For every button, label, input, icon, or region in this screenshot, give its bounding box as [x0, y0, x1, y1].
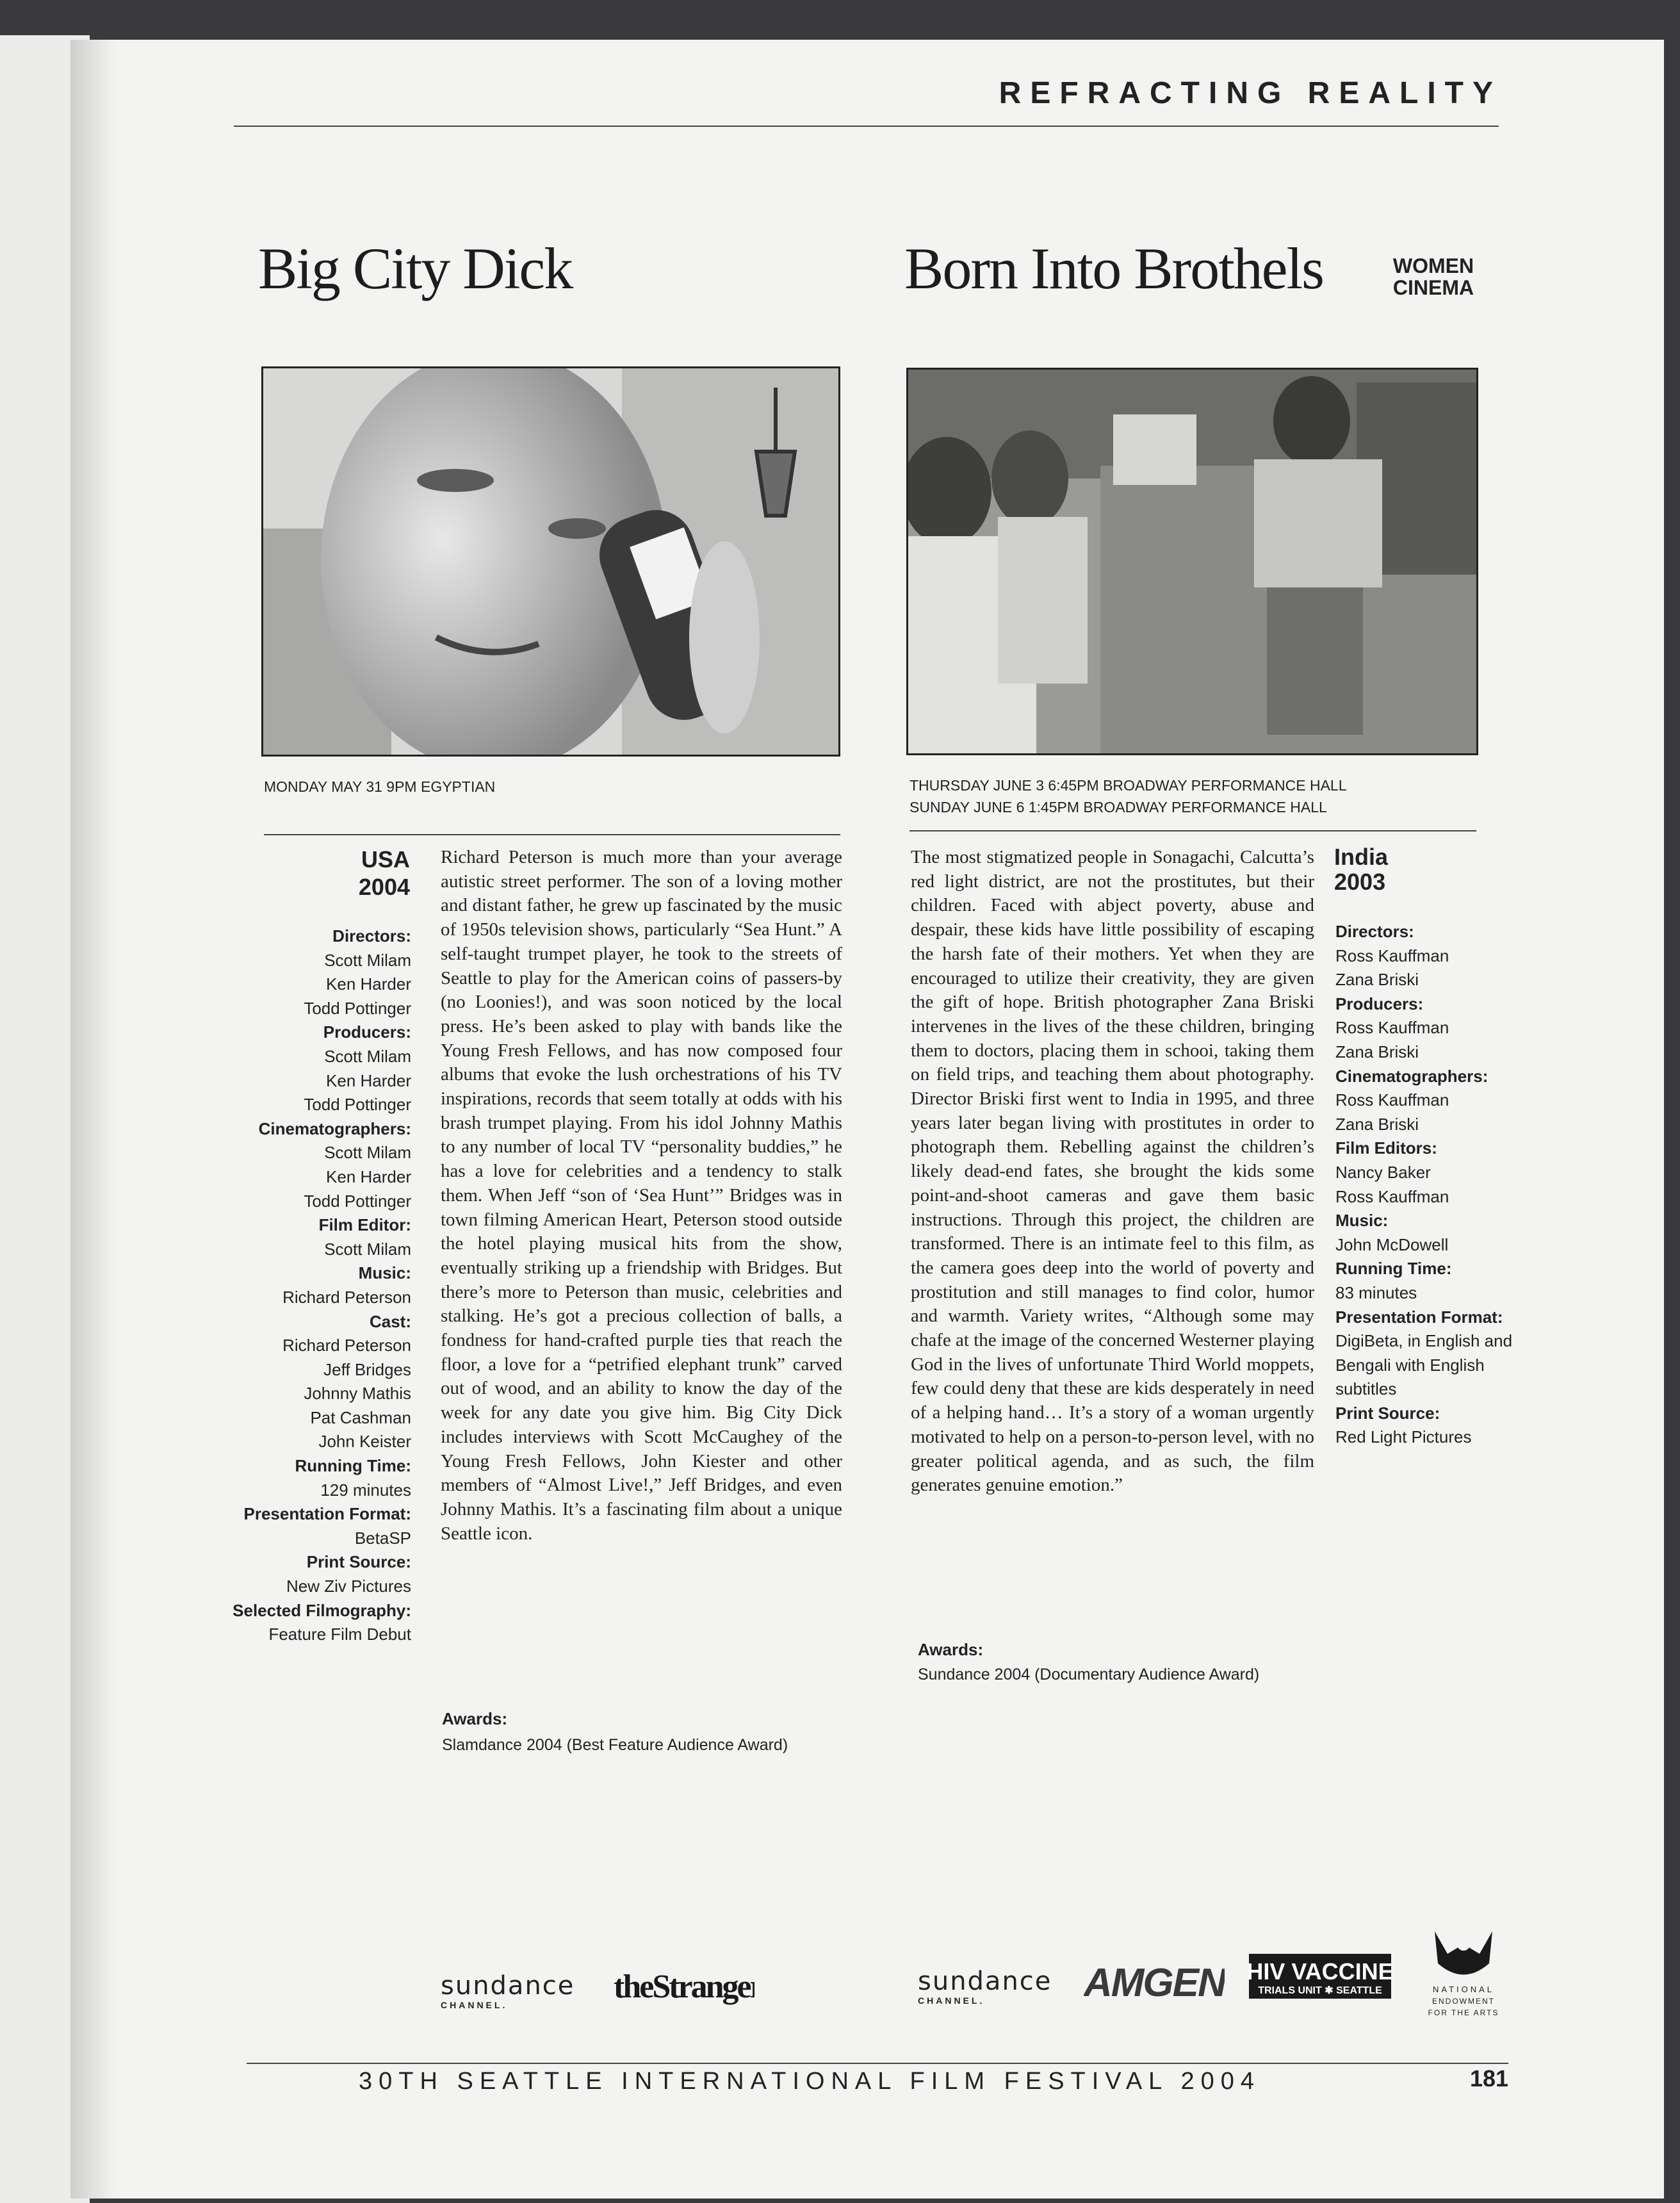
credit-value: Ross Kauffman	[1335, 946, 1449, 965]
film-title: Born Into Brothels	[904, 236, 1323, 301]
svg-text:ENDOWMENT: ENDOWMENT	[1432, 1997, 1495, 2006]
awards-heading: Awards:	[442, 1709, 508, 1728]
credit-value: Feature Film Debut	[268, 1625, 411, 1644]
credit-value: Ross Kauffman	[1335, 1018, 1449, 1038]
amgen-logo	[1084, 1960, 1225, 2005]
credit-value: Jeff Bridges	[323, 1359, 411, 1379]
credit-value: Todd Pottinger	[304, 1095, 411, 1115]
credit-value: John McDowell	[1335, 1234, 1449, 1254]
hiv-vaccine-logo	[1249, 1954, 1391, 1999]
credit-label: Film Editors:	[1335, 1138, 1437, 1158]
credit-value: Richard Peterson	[282, 1287, 411, 1307]
svg-text:sundance: sundance	[918, 1967, 1052, 1996]
women-cinema-badge	[1389, 255, 1478, 299]
credits-list	[1335, 920, 1521, 1450]
credit-value: Zana Briski	[1335, 970, 1419, 990]
credit-label: Music:	[1335, 1211, 1389, 1231]
credit-value: Ken Harder	[326, 1167, 411, 1186]
credit-label: Presentation Format:	[243, 1504, 411, 1524]
film-still-image	[263, 368, 838, 755]
sundance-channel-logo	[441, 1963, 594, 2011]
sundance-channel-logo	[918, 1959, 1072, 2007]
svg-text:CHANNEL.: CHANNEL.	[918, 1995, 985, 2006]
svg-text:AMGEN: AMGEN	[1084, 1961, 1225, 2005]
the-stranger-logo	[614, 1965, 754, 2010]
credit-value: Scott Milam	[324, 950, 411, 970]
year: 2003	[1334, 869, 1386, 895]
credit-value: BetaSP	[354, 1528, 411, 1548]
awards-text: Sundance 2004 (Documentary Audience Award)	[918, 1666, 1260, 1683]
credit-label: Cinematographers:	[1335, 1066, 1488, 1086]
credit-value: Todd Pottinger	[304, 998, 411, 1018]
festival-footer: 30TH SEATTLE INTERNATIONAL FILM FESTIVAL 2004	[359, 2068, 1260, 2095]
credit-value: Todd Pottinger	[304, 1191, 411, 1211]
nea-logo	[1419, 1925, 1508, 2021]
credit-value: Zana Briski	[1335, 1042, 1419, 1061]
svg-text:FOR THE ARTS: FOR THE ARTS	[1428, 2008, 1499, 2017]
credit-label: Running Time:	[1335, 1259, 1452, 1279]
page-gutter	[70, 40, 115, 2199]
schedule-rule	[264, 834, 840, 835]
year: 2004	[358, 874, 410, 900]
country: USA	[361, 846, 410, 872]
svg-text:NATIONAL: NATIONAL	[1432, 1985, 1495, 1994]
credit-value: DigiBeta, in English and Bengali with English subtitles	[1335, 1331, 1513, 1399]
credit-label: Selected Filmography:	[232, 1600, 411, 1620]
credit-value: Zana Briski	[1335, 1114, 1419, 1134]
credit-value: Ken Harder	[326, 1070, 411, 1090]
credit-value: New Ziv Pictures	[286, 1576, 411, 1596]
film-title: Big City Dick	[258, 236, 573, 301]
credit-value: Nancy Baker	[1335, 1162, 1431, 1182]
svg-text:sundance: sundance	[441, 1971, 575, 2001]
credit-label: Cast:	[369, 1311, 411, 1331]
credit-label: Film Editor:	[318, 1215, 411, 1235]
schedule-line: MONDAY MAY 31 9PM EGYPTIAN	[264, 778, 496, 795]
credit-label: Producers:	[1335, 994, 1424, 1013]
credit-label: Running Time:	[295, 1456, 411, 1476]
credit-value: 83 minutes	[1335, 1282, 1417, 1302]
svg-text:TRIALS UNIT ✱ SEATTLE: TRIALS UNIT ✱ SEATTLE	[1258, 1985, 1382, 1996]
credit-value: Scott Milam	[324, 1143, 411, 1163]
credit-value: Ross Kauffman	[1335, 1186, 1449, 1206]
synopsis: Richard Peterson is much more than your average autistic street performer. The son of a loving mother and distant father, he grew up fascinated by the music of 1950s television shows, particularly “Sea Hunt.” A self-taught trumpet player, he took to the streets of Seattle to play for the American coins of passers-by (no Loonies!), and was soon noticed by the local press. He’s been asked to play with bands like the Young Fresh Fellows, and has now composed four albums that evoke the lush orchestrations of his TV inspirations, records that seem totally at odds with his brash trumpet playing. From his idol Johnny Mathis to any number of local TV “personality buddies,” he has a love for celebrities and a tendency to stalk them. When Jeff “son of ‘Sea Hunt’” Bridges was in town filming American Heart, Peterson stood outside the hotel playing musical hits from the show, eventually striking up a friendship with Bridges. But there’s more to Peterson than music, celebrities and stalking. He’s got a precious collection of balls, a fondness for hand-crafted purple ties that reach the floor, a love for a “petrified elephant trunk” carved out of wood, and an ability to know the day of the week for any date you give him. Big City Dick includes interviews with Scott McCaughey of the Young Fresh Fellows, John Kiester and other members of “Almost Live!,” Jeff Bridges, and even Johnny Mathis. It’s a fascinating film about a unique Seattle icon.	[441, 847, 842, 1544]
schedule-line: SUNDAY JUNE 6 1:45PM BROADWAY PERFORMANCE HALL	[909, 799, 1327, 815]
credit-label: Directors:	[332, 926, 411, 946]
section-title: REFRACTING REALITY	[999, 76, 1502, 110]
credit-value: Pat Cashman	[310, 1407, 411, 1427]
film-still-big-city-dick	[261, 366, 840, 757]
header-rule	[234, 126, 1499, 127]
credit-value: Scott Milam	[324, 1046, 411, 1066]
credit-label: Print Source:	[1335, 1403, 1440, 1423]
svg-text:HIV VACCINE: HIV VACCINE	[1249, 1958, 1391, 1985]
credit-label: Producers:	[323, 1022, 411, 1042]
film-still-image	[908, 370, 1476, 753]
credit-value: John Keister	[318, 1432, 411, 1452]
schedule-line: THURSDAY JUNE 3 6:45PM BROADWAY PERFORMANCE HALL	[909, 777, 1347, 794]
credit-value: Richard Peterson	[282, 1336, 411, 1355]
credit-value: Ken Harder	[326, 974, 411, 994]
credit-label: Print Source:	[306, 1552, 411, 1572]
credit-value: Ross Kauffman	[1335, 1090, 1449, 1110]
country: India	[1334, 844, 1389, 870]
credit-label: Presentation Format:	[1335, 1307, 1503, 1327]
awards-text: Slamdance 2004 (Best Feature Audience Award)	[442, 1736, 788, 1754]
svg-text:CHANNEL.: CHANNEL.	[441, 2000, 508, 2010]
awards-heading: Awards:	[918, 1640, 984, 1659]
page-number: 181	[1470, 2065, 1509, 2092]
badge-text: WOMEN CINEMA	[1392, 254, 1474, 299]
film-still-born-into-brothels	[906, 368, 1478, 755]
svg-text:theStranger: theStranger	[614, 1969, 754, 2005]
schedule-rule	[909, 830, 1476, 831]
credits-list	[179, 924, 411, 1647]
credit-label: Cinematographers:	[258, 1118, 411, 1138]
credit-value: Scott Milam	[324, 1239, 411, 1259]
credit-label: Directors:	[1335, 922, 1414, 941]
credit-value: Red Light Pictures	[1335, 1427, 1472, 1447]
footer-rule	[247, 2063, 1508, 2064]
credit-value: 129 minutes	[320, 1480, 411, 1500]
synopsis: The most stigmatized people in Sonagachi, Calcutta’s red light district, are not the prostitutes, but their children. Faced with abject poverty, abuse and despair, these kids have little possibility of escaping the harsh fate of their mothers. Yet when they are encouraged to utilize their creativity, they are given the gift of hope. British photographer Zana Briski intervenes in the lives of the these children, bringing them to doctors, placing them in schooi, taking them on field trips, and teaching them about photography. Director Briski first went to India in 1995, and three years later began living with prostitutes in order to photograph them. Rebelling against the children’s likely dead-end fates, she brought the kids some point-and-shoot cameras and gave them basic instructions. Through this project, the children are transformed. There is an intimate feel to this film, as the camera goes deep into the world of poverty and prostitution and still manages to find color, humor and warmth. Variety writes, “Although some may chafe at the image of the concerned Westerner playing God in the lives of unfortunate Third World moppets, few could deny that these are kids desperately in need of a helping hand… It’s a story of a woman urgently motivated to help on a person-to-person level, with no greater political agenda, and as such, the film generates genuine emotion.”	[911, 847, 1314, 1496]
credit-value: Johnny Mathis	[304, 1384, 411, 1404]
credit-label: Music:	[358, 1263, 411, 1283]
